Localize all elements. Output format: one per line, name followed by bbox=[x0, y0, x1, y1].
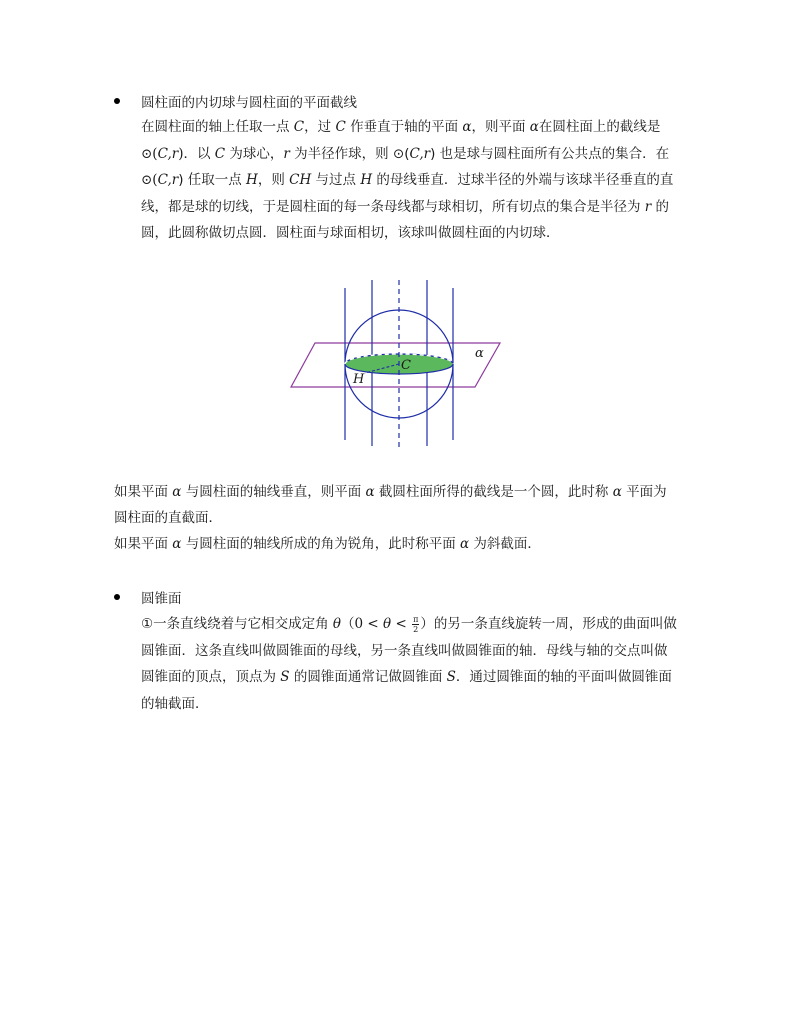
section-title-cylinder-sphere: 圆柱面的内切球与圆柱面的平面截线 bbox=[141, 95, 357, 111]
text-line: 如果平面 α 与圆柱面的轴线所成的角为锐角，此时称平面 α 为斜截面． bbox=[114, 536, 541, 552]
label-H: H bbox=[353, 372, 365, 387]
figure-svg bbox=[285, 278, 510, 453]
section1-paragraph bbox=[141, 114, 681, 247]
text-line: ⊙(C,r)．以 C 为球心，r 为半径作球，则 ⊙(C,r) 也是球与圆柱面所有公共点的集合．在 bbox=[141, 145, 670, 162]
text-line: 圆锥面．这条直线叫做圆锥面的母线，另一条直线叫做圆锥面的轴．母线与轴的交点叫做 bbox=[141, 642, 668, 659]
text-line: ⊙(C,r) 任取一点 H，则 CH 与过点 H 的母线垂直．过球半径的外端与该球半径垂直的直 bbox=[141, 172, 674, 188]
bullet-marker-1 bbox=[114, 97, 120, 104]
text-line: ①一条直线绕着与它相交成定角 θ（0 < θ < $\frac{\pi}{2}$ ）的另一条直线旋转一周，形成的曲面叫做 bbox=[141, 614, 677, 634]
label-alpha: α bbox=[475, 346, 484, 361]
cylinder-sphere-figure bbox=[285, 278, 510, 453]
text-line: 在圆柱面的轴上任取一点 C，过 C 作垂直于轴的平面 α，则平面 α在圆柱面上的截线是 bbox=[141, 119, 661, 135]
text-line: 的轴截面． bbox=[141, 695, 209, 712]
text-line: 圆，此圆称做切点圆．圆柱面与球面相切，该球叫做圆柱面的内切球． bbox=[141, 225, 560, 241]
bullet-dot-icon bbox=[114, 594, 120, 600]
text-line: 线，都是球的切线，于是圆柱面的每一条母线都与球相切，所有切点的集合是半径为 r 的 bbox=[141, 198, 670, 215]
label-C: C bbox=[401, 358, 411, 373]
bullet-marker-2 bbox=[114, 593, 120, 600]
fraction-pi-over-2: $\frac{\pi}{2}$ bbox=[413, 614, 419, 634]
text-line: 如果平面 α 与圆柱面的轴线垂直，则平面 α 截圆柱面所得的截线是一个圆，此时称 α 平面为 bbox=[114, 484, 667, 500]
bullet-dot-icon bbox=[114, 98, 120, 104]
section-title-cone: 圆锥面 bbox=[141, 591, 182, 607]
section1-after-paragraph bbox=[114, 479, 684, 557]
text-line: 圆锥面的顶点，顶点为 S 的圆锥面通常记做圆锥面 S．通过圆锥面的轴的平面叫做圆锥面 bbox=[141, 669, 672, 685]
section2-paragraph bbox=[141, 611, 681, 717]
text-line: 圆柱面的直截面． bbox=[114, 510, 222, 526]
